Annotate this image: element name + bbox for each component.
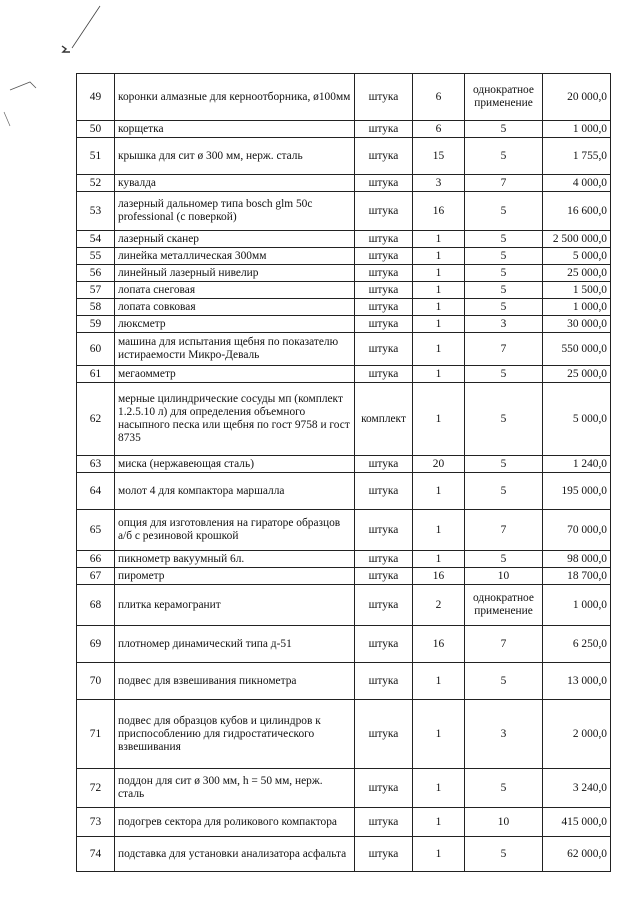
row-number: 54 — [77, 231, 115, 248]
row-number: 65 — [77, 510, 115, 551]
unit-of-measure: комплект — [355, 383, 413, 456]
table-row — [77, 316, 611, 333]
quantity: 1 — [413, 808, 465, 837]
service-life: 5 — [465, 192, 543, 231]
unit-of-measure: штука — [355, 473, 413, 510]
row-number: 72 — [77, 769, 115, 808]
inventory-table — [76, 73, 611, 872]
unit-of-measure: штука — [355, 316, 413, 333]
quantity: 1 — [413, 769, 465, 808]
quantity: 15 — [413, 138, 465, 175]
service-life: 5 — [465, 473, 543, 510]
price: 1 500,0 — [543, 282, 611, 299]
row-number: 66 — [77, 551, 115, 568]
service-life: однократное применение — [465, 585, 543, 626]
table-row — [77, 551, 611, 568]
quantity: 20 — [413, 456, 465, 473]
table-row — [77, 473, 611, 510]
row-number: 71 — [77, 700, 115, 769]
item-name: мерные цилиндрические сосуды мп (комплект 1.2.5.10 л) для определения объемного насыпного песка или щебня по гост 9758 и гост 8735 — [115, 383, 355, 456]
row-number: 70 — [77, 663, 115, 700]
item-name: коронки алмазные для керноотборника, ø100мм — [115, 74, 355, 121]
table-row — [77, 568, 611, 585]
price: 1 000,0 — [543, 585, 611, 626]
price: 70 000,0 — [543, 510, 611, 551]
quantity: 1 — [413, 510, 465, 551]
service-life: 5 — [465, 456, 543, 473]
unit-of-measure: штука — [355, 175, 413, 192]
unit-of-measure: штука — [355, 585, 413, 626]
unit-of-measure: штука — [355, 74, 413, 121]
unit-of-measure: штука — [355, 510, 413, 551]
quantity: 16 — [413, 626, 465, 663]
price: 1 240,0 — [543, 456, 611, 473]
item-name: подвес для взвешивания пикнометра — [115, 663, 355, 700]
quantity: 1 — [413, 551, 465, 568]
table-row — [77, 299, 611, 316]
quantity: 1 — [413, 700, 465, 769]
quantity: 6 — [413, 74, 465, 121]
quantity: 1 — [413, 383, 465, 456]
service-life: 5 — [465, 138, 543, 175]
item-name: мегаомметр — [115, 366, 355, 383]
service-life: 5 — [465, 231, 543, 248]
unit-of-measure: штука — [355, 663, 413, 700]
quantity: 1 — [413, 265, 465, 282]
price: 20 000,0 — [543, 74, 611, 121]
table-row — [77, 121, 611, 138]
quantity: 1 — [413, 473, 465, 510]
price: 25 000,0 — [543, 265, 611, 282]
table-row — [77, 74, 611, 121]
table-row — [77, 192, 611, 231]
item-name: машина для испытания щебня по показателю истираемости Микро-Деваль — [115, 333, 355, 366]
unit-of-measure: штука — [355, 333, 413, 366]
row-number: 59 — [77, 316, 115, 333]
row-number: 62 — [77, 383, 115, 456]
price: 2 500 000,0 — [543, 231, 611, 248]
table-row — [77, 510, 611, 551]
unit-of-measure: штука — [355, 769, 413, 808]
price: 30 000,0 — [543, 316, 611, 333]
item-name: лазерный сканер — [115, 231, 355, 248]
item-name: опция для изготовления на гираторе образцов а/б с резиновой крошкой — [115, 510, 355, 551]
table-row — [77, 231, 611, 248]
table-row — [77, 282, 611, 299]
row-number: 63 — [77, 456, 115, 473]
unit-of-measure: штука — [355, 192, 413, 231]
unit-of-measure: штука — [355, 366, 413, 383]
table-row — [77, 663, 611, 700]
unit-of-measure: штука — [355, 282, 413, 299]
service-life: 5 — [465, 769, 543, 808]
item-name: пирометр — [115, 568, 355, 585]
row-number: 67 — [77, 568, 115, 585]
row-number: 74 — [77, 837, 115, 872]
row-number: 56 — [77, 265, 115, 282]
row-number: 60 — [77, 333, 115, 366]
service-life: 5 — [465, 248, 543, 265]
row-number: 64 — [77, 473, 115, 510]
row-number: 55 — [77, 248, 115, 265]
quantity: 1 — [413, 282, 465, 299]
price: 195 000,0 — [543, 473, 611, 510]
row-number: 50 — [77, 121, 115, 138]
table-row — [77, 265, 611, 282]
service-life: 7 — [465, 626, 543, 663]
table-row — [77, 333, 611, 366]
quantity: 1 — [413, 248, 465, 265]
table-row — [77, 626, 611, 663]
table-row — [77, 769, 611, 808]
unit-of-measure: штука — [355, 551, 413, 568]
unit-of-measure: штука — [355, 626, 413, 663]
item-name: поддон для сит ø 300 мм, h = 50 мм, нерж. сталь — [115, 769, 355, 808]
row-number: 68 — [77, 585, 115, 626]
item-name: корщетка — [115, 121, 355, 138]
unit-of-measure: штука — [355, 456, 413, 473]
table-row — [77, 837, 611, 872]
item-name: подвес для образцов кубов и цилиндров к приспособлению для гидростатического взвешивания — [115, 700, 355, 769]
table-row — [77, 366, 611, 383]
unit-of-measure: штука — [355, 299, 413, 316]
row-number: 49 — [77, 74, 115, 121]
service-life: 7 — [465, 333, 543, 366]
unit-of-measure: штука — [355, 265, 413, 282]
unit-of-measure: штука — [355, 568, 413, 585]
quantity: 1 — [413, 299, 465, 316]
item-name: пикнометр вакуумный 6л. — [115, 551, 355, 568]
table-row — [77, 383, 611, 456]
price: 5 000,0 — [543, 248, 611, 265]
quantity: 16 — [413, 568, 465, 585]
quantity: 1 — [413, 366, 465, 383]
unit-of-measure: штука — [355, 808, 413, 837]
table-row — [77, 808, 611, 837]
price: 1 000,0 — [543, 299, 611, 316]
unit-of-measure: штука — [355, 138, 413, 175]
item-name: плотномер динамический типа д-51 — [115, 626, 355, 663]
price: 18 700,0 — [543, 568, 611, 585]
quantity: 3 — [413, 175, 465, 192]
unit-of-measure: штука — [355, 700, 413, 769]
price: 3 240,0 — [543, 769, 611, 808]
service-life: 3 — [465, 700, 543, 769]
price: 13 000,0 — [543, 663, 611, 700]
service-life: 5 — [465, 366, 543, 383]
price: 415 000,0 — [543, 808, 611, 837]
table-row — [77, 248, 611, 265]
table-row — [77, 138, 611, 175]
service-life: 5 — [465, 299, 543, 316]
price: 1 000,0 — [543, 121, 611, 138]
item-name: лазерный дальномер типа bosch glm 50c professional (с поверкой) — [115, 192, 355, 231]
quantity: 1 — [413, 663, 465, 700]
table-row — [77, 585, 611, 626]
unit-of-measure: штука — [355, 248, 413, 265]
row-number: 73 — [77, 808, 115, 837]
unit-of-measure: штука — [355, 231, 413, 248]
service-life: 5 — [465, 663, 543, 700]
quantity: 16 — [413, 192, 465, 231]
price: 5 000,0 — [543, 383, 611, 456]
row-number: 51 — [77, 138, 115, 175]
row-number: 53 — [77, 192, 115, 231]
service-life: 5 — [465, 121, 543, 138]
row-number: 52 — [77, 175, 115, 192]
price: 98 000,0 — [543, 551, 611, 568]
price: 2 000,0 — [543, 700, 611, 769]
unit-of-measure: штука — [355, 837, 413, 872]
service-life: 10 — [465, 808, 543, 837]
item-name: плитка керамогранит — [115, 585, 355, 626]
service-life: 10 — [465, 568, 543, 585]
table-row — [77, 700, 611, 769]
item-name: крышка для сит ø 300 мм, нерж. сталь — [115, 138, 355, 175]
item-name: подогрев сектора для роликового компактора — [115, 808, 355, 837]
quantity: 2 — [413, 585, 465, 626]
quantity: 1 — [413, 333, 465, 366]
price: 25 000,0 — [543, 366, 611, 383]
price: 550 000,0 — [543, 333, 611, 366]
row-number: 58 — [77, 299, 115, 316]
row-number: 69 — [77, 626, 115, 663]
price: 1 755,0 — [543, 138, 611, 175]
row-number: 61 — [77, 366, 115, 383]
service-life: 7 — [465, 175, 543, 192]
row-number: 57 — [77, 282, 115, 299]
price: 6 250,0 — [543, 626, 611, 663]
item-name: молот 4 для компактора маршалла — [115, 473, 355, 510]
quantity: 6 — [413, 121, 465, 138]
table-row — [77, 175, 611, 192]
item-name: кувалда — [115, 175, 355, 192]
item-name: линейка металлическая 300мм — [115, 248, 355, 265]
item-name: лопата снеговая — [115, 282, 355, 299]
item-name: подставка для установки анализатора асфальта — [115, 837, 355, 872]
quantity: 1 — [413, 231, 465, 248]
item-name: люксметр — [115, 316, 355, 333]
service-life: 5 — [465, 282, 543, 299]
item-name: линейный лазерный нивелир — [115, 265, 355, 282]
item-name: лопата совковая — [115, 299, 355, 316]
price: 4 000,0 — [543, 175, 611, 192]
service-life: 5 — [465, 837, 543, 872]
item-name: миска (нержавеющая сталь) — [115, 456, 355, 473]
quantity: 1 — [413, 316, 465, 333]
quantity: 1 — [413, 837, 465, 872]
service-life: 5 — [465, 383, 543, 456]
service-life: 3 — [465, 316, 543, 333]
price: 62 000,0 — [543, 837, 611, 872]
service-life: однократное применение — [465, 74, 543, 121]
unit-of-measure: штука — [355, 121, 413, 138]
service-life: 7 — [465, 510, 543, 551]
service-life: 5 — [465, 265, 543, 282]
table-row — [77, 456, 611, 473]
price: 16 600,0 — [543, 192, 611, 231]
service-life: 5 — [465, 551, 543, 568]
